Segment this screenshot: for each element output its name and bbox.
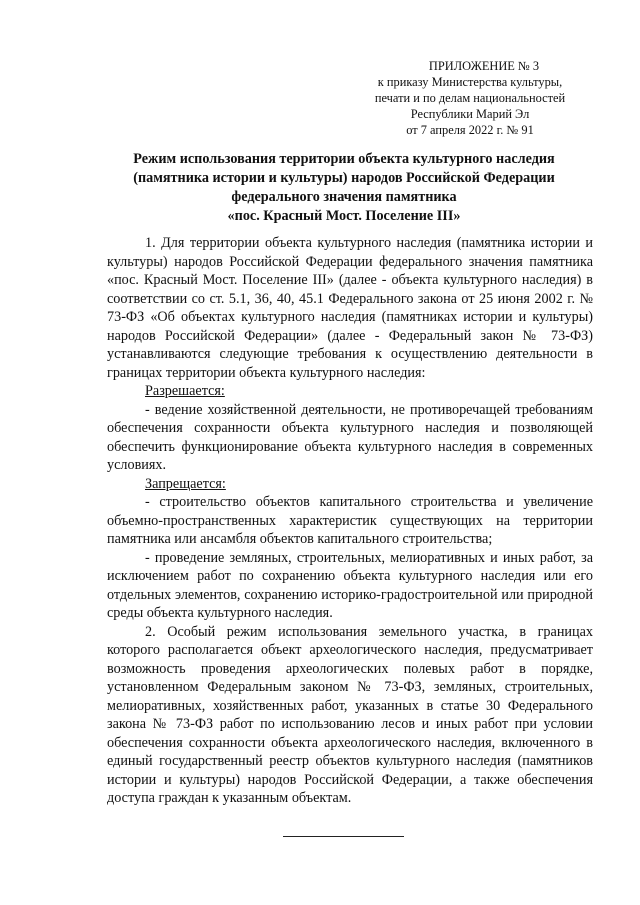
ministry-line: печати и по делам национальностей [374,91,566,105]
title-line-3: федерального значения памятника [231,189,457,205]
title-line-1: Режим использования территории объекта культурного наследия [133,151,555,167]
paragraph-2: 2. Особый режим использования земельного участка, в границах которого располагается объект археологического наследия, предусматривает возможность проведения археологических полевых работ в порядке, установленном Федеральным законом № 73-ФЗ, земляных, строительных, мелиоративных, хозяйственных работ, указанных в статье 30 Федерального закона № 73-ФЗ работ по использованию лесов и иных работ при условии обеспечения сохранности объекта археологического наследия, включенного в единый государственный реестр объектов культурного наследия (памятников истории и культуры) народов Российской Федерации, а также обеспечения доступа граждан к указанным объектам. [107,623,593,806]
document-body [107,234,593,808]
title-line-2: (памятника истории и культуры) народов Российской Федерации [133,170,555,186]
end-separator-line [283,836,404,837]
forbidden-item-2: - проведение земляных, строительных, мелиоративных и иных работ, за исключением работ по сохранению объекта культурного наследия или его отдельных элементов, сохранению историко-градостроительной или природной среды объекта культурного наследия. [107,549,593,621]
paragraph-1: 1. Для территории объекта культурного наследия (памятника истории и культуры) народов Российской Федерации федерального значения памятника «пос. Красный Мост. Поселение III» (далее - объекта культурного наследия) в соответствии со ст. 5.1, 36, 40, 45.1 Федерального закона от 25 июня 2002 г. № 73-ФЗ «Об объектах культурного наследия (памятниках истории и культуры) народов Российской Федерации» (далее - Федеральный закон № 73-ФЗ) устанавливаются следующие требования к осуществлению деятельности в границах территории объекта культурного наследия: [107,235,593,381]
forbidden-label: Запрещается: [145,475,226,492]
document-title [96,150,592,226]
order-reference-line: к приказу Министерства культуры, [377,75,563,89]
forbidden-item-1: - строительство объектов капитального строительства и увеличение объемно-пространственных характеристик существующих на территории памятника или ансамбля объектов капитального строительства; [107,494,593,547]
allowed-item-1: - ведение хозяйственной деятельности, не противоречащей требованиям обеспечения сохранности объекта культурного наследия и позволяющей обеспечить функционирование объекта культурного наследия в современных условиях. [107,401,593,473]
appendix-header [352,58,588,138]
title-line-4: «пос. Красный Мост. Поселение III» [227,208,461,224]
order-date-line: от 7 апреля 2022 г. № 91 [406,123,534,137]
allowed-label: Разрешается: [145,383,225,399]
republic-line: Республики Марий Эл [410,107,530,121]
appendix-number: ПРИЛОЖЕНИЕ № 3 [428,59,540,73]
